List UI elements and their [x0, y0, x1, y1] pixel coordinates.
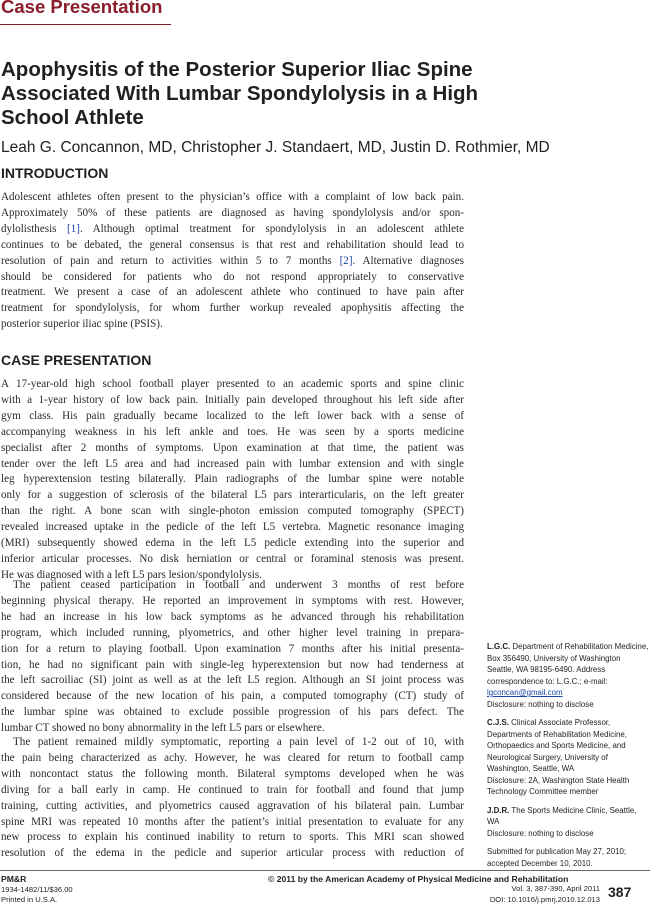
- text-line: gym class. His pain gradually became localized to the left lower back with a sense of: [1, 409, 464, 422]
- author-initials: L.G.C.: [487, 642, 511, 651]
- text-fragment: resolution of pain and return to activities within 5 to 7 months: [1, 254, 340, 267]
- affiliation-text: [487, 717, 649, 775]
- text-line: new process to explain his continued inability to return to sports. This MRI scan showed: [1, 831, 464, 844]
- introduction-paragraph: [1, 190, 464, 333]
- text-line: Adolescent athletes often present to the physician’s office with a complaint of low back pain.: [1, 191, 464, 203]
- text-line: resolution of the edema in the pedicle and superior articular process with reduction of: [1, 847, 464, 860]
- title-line: Apophysitis of the Posterior Superior Iliac Spine: [1, 58, 473, 81]
- email-link[interactable]: lgconcan@gmail.com: [487, 688, 563, 697]
- introduction-heading: INTRODUCTION: [1, 165, 109, 181]
- text-line: with noncontact status the following month. Bilateral symptoms developed when he was: [1, 767, 464, 780]
- author-affiliations: [487, 641, 649, 876]
- issn: 1934-1482/11/$36.00: [1, 884, 73, 894]
- text-fragment: dylolisthesis: [1, 222, 68, 235]
- case-paragraph-3: [1, 735, 464, 862]
- text-line: inferior articular processes. No disk herniation or central or foraminal stenosis was present.: [1, 552, 464, 565]
- text-line: The patient ceased participation in football and underwent 3 months of rest before: [13, 579, 464, 591]
- text-line: tion, he had no significant pain with single-leg hyperextension but now had tenderness at: [1, 658, 464, 671]
- affiliation-text: [487, 641, 649, 699]
- text-line: than the right. A bone scan with single-photon emission computed tomography (SPECT): [1, 505, 464, 518]
- text-line: tender over the left L5 area and had increased pain with lumbar extension and with single: [1, 457, 464, 470]
- text-line: with a 1-year history of low back pain. Initially pain developed throughout his left side after: [1, 393, 464, 406]
- text-line: only for a suggestion of sclerosis of the bilateral L5 pars interarticularis, on the left greater: [1, 489, 464, 502]
- header-rule: [0, 24, 171, 25]
- text-line: program, which included running, plyometrics, and other higher level training in prepara-: [1, 626, 464, 639]
- text-line: beginning physical therapy. He reported an improvement in symptoms with rest. However,: [1, 594, 464, 607]
- text-line: considered because of the new location of his pain, a computed tomography (CT) study of: [1, 690, 464, 703]
- text-line: lumbar CT showed no bony abnormality in the left L5 pars or elsewhere.: [1, 722, 325, 735]
- text-line: spine MRI was repeated 10 months after the patient’s initial presentation to evaluate for any: [1, 815, 464, 828]
- author-list: Leah G. Concannon, MD, Christopher J. Standaert, MD, Justin D. Rothmier, MD: [1, 139, 550, 156]
- text-line: (MRI) subsequently showed edema in the left L5 pedicle extending into the superior and: [1, 537, 464, 550]
- text-line: leg hyperextension testing bilaterally. Plain radiographs of the lumbar spine were notable: [1, 473, 464, 486]
- text-line: A 17-year-old high school football player presented to an academic sports and spine clinic: [1, 378, 464, 390]
- text-line: should be considered for patients who do not respond appropriately to conservative: [1, 270, 464, 283]
- footer-copyright: © 2011 by the American Academy of Physical Medicine and Rehabilitation: [268, 874, 569, 884]
- affiliation-detail: Clinical Associate Professor, Departments of Rehabilitation Medicine, Orthopaedics and Sports Medicine, and Neurological Surgery, University of Washington, Seattle, WA: [487, 718, 627, 773]
- text-line: tion for a return to playing football. Upon examination 7 months after his initial presenta-: [1, 642, 464, 655]
- case-paragraph-2: [1, 578, 464, 737]
- text-fragment: . Alternative diagnoses: [352, 254, 464, 267]
- doi-link[interactable]: DOI: 10.1016/j.pmrj.2010.12.013: [489, 894, 600, 904]
- text-line: posterior superior iliac spine (PSIS).: [1, 318, 163, 331]
- footer-citation: [470, 884, 600, 905]
- journal-name: PM&R: [1, 874, 27, 884]
- text-line: he had an increase in his low back symptoms as he advanced through his rehabilitation: [1, 610, 464, 623]
- text-line: the left sacroiliac (SI) joint as well as at the left L5 region. Although an SI joint process was: [1, 674, 464, 687]
- footer-journal-info: [1, 874, 73, 906]
- disclosure-text: Disclosure: 2A, Washington State Health Technology Committee member: [487, 775, 630, 796]
- section-header: Case Presentation: [1, 0, 163, 17]
- text-line: He was diagnosed with a left L5 pars lesion/spondylolysis.: [1, 568, 262, 581]
- text-line: the pain being characterized as achy. However, he was cleared for return to football camp: [1, 751, 464, 764]
- title-line: School Athlete: [1, 106, 144, 129]
- affiliation-cjs: [487, 717, 649, 798]
- affiliation-jdr: [487, 805, 649, 840]
- text-line: [1, 222, 464, 238]
- text-line: training, cutting activities, and plyometrics caused aggravation of his bilateral pain. Lumbar: [1, 799, 464, 812]
- page-number: 387: [608, 884, 632, 900]
- text-line: diving for a ball early in camp. He continued to train for football and found that jump: [1, 783, 464, 796]
- submission-text: Submitted for publication May 27, 2010; accepted December 10, 2010.: [487, 847, 627, 868]
- text-line: [1, 254, 464, 270]
- affiliation-detail: The Sports Medicine Clinic, Seattle, WA: [487, 805, 637, 826]
- text-line: specialist after 2 months of symptoms. Upon examination at that time, the patient was: [1, 441, 464, 454]
- text-line: treatment. We present a case of an adolescent athlete who continued to have pain after: [1, 286, 464, 299]
- title-line: Associated With Lumbar Spondylolysis in a High: [1, 82, 479, 105]
- text-line: revealed increased uptake in the pedicle of the left L5 vertebra. Magnetic resonance imaging: [1, 521, 464, 534]
- text-line: the lumbar spine was obtained to exclude possible progression of his pars defect. The: [1, 706, 464, 719]
- text-line: continues to be debated, the general consensus is that rest and rehabilitation should lead to: [1, 238, 464, 251]
- volume-info: Vol. 3, 387-390, April 2011: [511, 884, 600, 893]
- article-title: [1, 58, 561, 130]
- printed-in: Printed in U.S.A.: [1, 895, 58, 904]
- case-paragraph-1: [1, 377, 464, 584]
- author-initials: C.J.S.: [487, 718, 509, 727]
- disclosure-text: Disclosure: nothing to disclose: [487, 699, 594, 709]
- reference-link-1[interactable]: [1]: [67, 222, 80, 235]
- author-initials: J.D.R.: [487, 805, 510, 815]
- affiliation-text: [487, 805, 649, 828]
- affiliation-detail: Department of Rehabilitation Medicine, Box 356490, University of Washington Seattle, WA 98195-6490. Address correspondence to: L.G.C.; e-mail:: [487, 642, 649, 686]
- submission-dates: [487, 846, 649, 869]
- reference-link-2[interactable]: [2]: [339, 254, 353, 267]
- disclosure-text: Disclosure: nothing to disclose: [487, 828, 594, 838]
- text-line: The patient remained mildly symptomatic, reporting a pain level of 1-2 out of 10, with: [13, 736, 464, 748]
- case-presentation-heading: CASE PRESENTATION: [1, 352, 152, 368]
- text-fragment: . Although optimal treatment for spondylolysis in an adolescent athlete: [79, 222, 465, 235]
- text-line: treatment for spondylolysis, for whom further workup revealed apophysitis affecting the: [1, 302, 464, 315]
- affiliation-lgc: [487, 641, 649, 710]
- text-line: accompanying weakness in his left ankle and toes. He was seen by a sports medicine: [1, 425, 464, 438]
- footer-rule: [0, 870, 650, 871]
- text-line: Approximately 50% of these patients are diagnosed as having spondylolysis and/or spon-: [1, 206, 464, 219]
